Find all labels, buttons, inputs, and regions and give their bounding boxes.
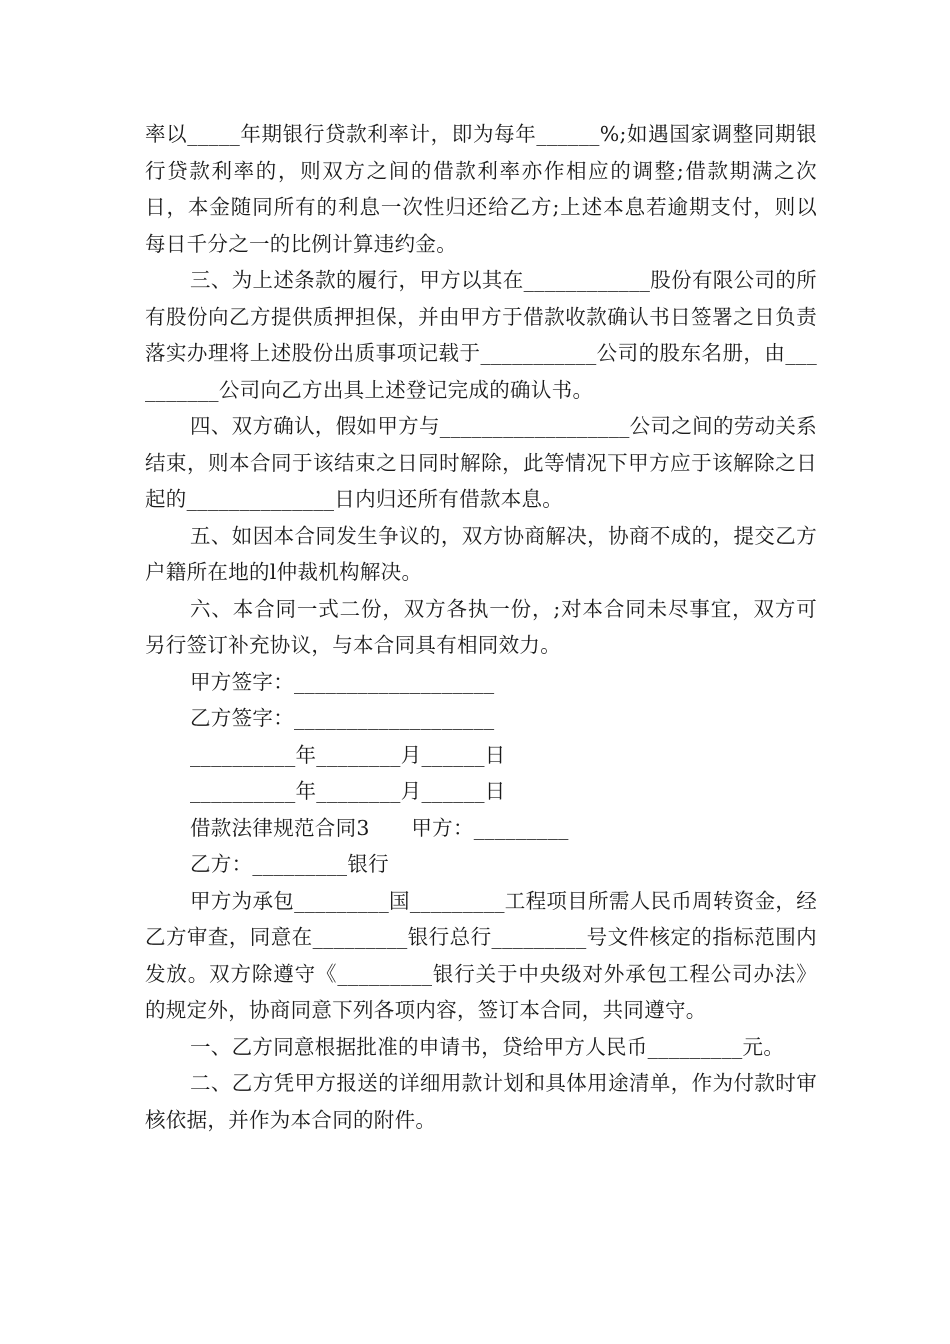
paragraph-interest-rate: 率以_____年期银行贷款利率计，即为每年______%;如遇国家调整同期银行贷款利率的，则双方之间的借款利率亦作相应的调整;借款期满之次日，本金随同所有的利息一次性归还给乙方;上述本息若逾期支付，则以每日千分之一的比例计算违约金。 — [145, 122, 817, 256]
paragraph-clause-6-copies: 六、本合同一式二份，双方各执一份，;对本合同未尽事宜，双方可另行签订补充协议，与本合同具有相同效力。 — [145, 596, 817, 657]
party-b-signature-line: 乙方签字：___________________ — [190, 706, 495, 730]
contract-3-party-b-bank: 乙方：_________银行 — [190, 852, 389, 876]
date-line-1: __________年________月______日 — [190, 742, 506, 767]
document-page — [145, 116, 817, 1138]
party-a-signature-line: 甲方签字：___________________ — [190, 669, 495, 694]
paragraph-clause-3-pledge: 三、为上述条款的履行，甲方以其在____________股份有限公司的所有股份向乙方提供质押担保，并由甲方于借款收款确认书日签署之日负责落实办理将上述股份出质事项记载于___________公司的股东名册，由__________公司向乙方出具上述登记完成的确认书。 — [145, 268, 817, 402]
paragraph-clause-5-dispute: 五、如因本合同发生争议的，双方协商解决，协商不成的，提交乙方户籍所在地的l仲裁机构解决。 — [145, 523, 817, 584]
contract-3-heading-party-a: 借款法律规范合同3 甲方：_________ — [190, 815, 569, 840]
date-line-2: __________年________月______日 — [190, 779, 506, 803]
paragraph-contract-3-preamble: 甲方为承包_________国_________工程项目所需人民币周转资金，经乙方审查，同意在_________银行总行_________号文件核定的指标范围内发放。双方除遵守《_________银行关于中央级对外承包工程公司办法》的规定外，协商同意下列各项内容，签订本合同，共同遵守。 — [145, 888, 817, 1022]
paragraph-contract-3-clause-1: 一、乙方同意根据批准的申请书，贷给甲方人民币_________元。 — [190, 1034, 785, 1059]
paragraph-clause-4-termination: 四、双方确认，假如甲方与__________________公司之间的劳动关系结束，则本合同于该结束之日同时解除，此等情况下甲方应于该解除之日起的______________日内归还所有借款本息。 — [145, 414, 817, 511]
paragraph-contract-3-clause-2: 二、乙方凭甲方报送的详细用款计划和具体用途清单，作为付款时审核依据，并作为本合同的附件。 — [145, 1071, 817, 1132]
